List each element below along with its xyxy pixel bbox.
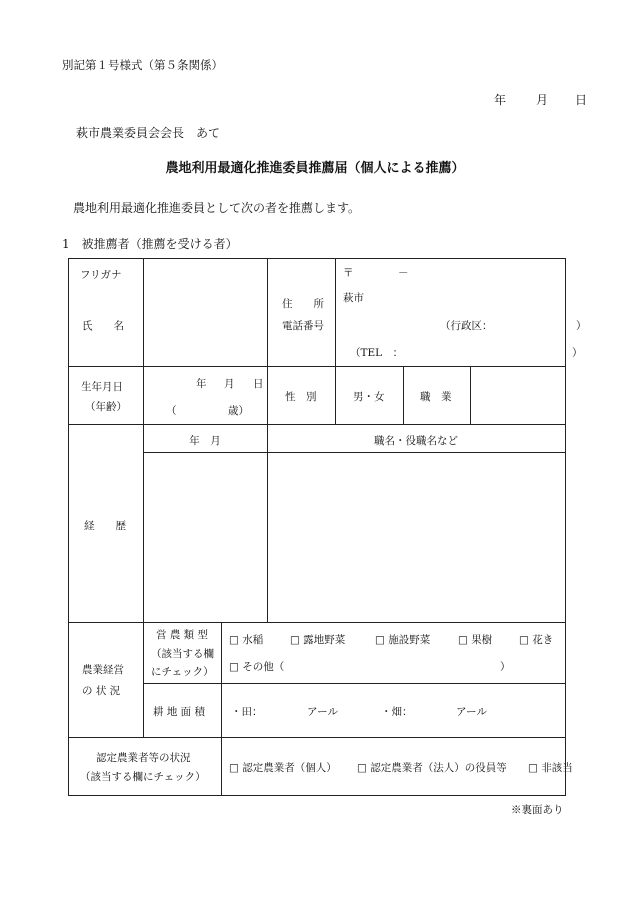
gender-value: 男・女	[353, 391, 385, 403]
date-day: 日	[575, 93, 588, 107]
checkbox-not-applicable[interactable]: □ 非該当	[528, 762, 573, 774]
checkbox-fruit-trees[interactable]: □ 果樹	[458, 634, 493, 646]
checkbox-open-field-vegetables[interactable]: □ 露地野菜	[290, 634, 346, 646]
certified-label-2: （該当する欄にチェック）	[80, 771, 206, 783]
name-label: 氏 名	[82, 320, 124, 332]
form-number: 別記第１号様式（第５条関係）	[62, 58, 223, 72]
area-paddy-label: ・田：	[231, 706, 263, 718]
farm-type-label-2: （該当する欄	[151, 648, 214, 660]
birth-day: 日	[253, 378, 264, 390]
checkbox-other[interactable]: □ その他（	[229, 661, 285, 673]
farming-label-2: の 状 況	[82, 685, 121, 697]
checkbox-certified-corporate[interactable]: □ 認定農業者（法人）の役員等	[357, 762, 507, 774]
farm-type-label-3: にチェック）	[151, 666, 214, 678]
addressee: 萩市農業委員会会長 あて	[76, 126, 221, 140]
area-paddy-unit: アール	[307, 706, 338, 718]
career-date-header: 年 月	[189, 435, 221, 447]
intro-text: 農地利用最適化推進委員として次の者を推薦します。	[73, 201, 361, 215]
ward-close: ）	[576, 320, 587, 332]
career-title-header: 職名・役職名など	[374, 435, 458, 447]
tel-label: （TEL ：	[350, 347, 404, 359]
date-month: 月	[536, 93, 549, 107]
checkbox-rice[interactable]: □ 水稲	[229, 634, 264, 646]
address-label: 住 所	[282, 298, 324, 310]
phone-label: 電話番号	[282, 320, 324, 332]
career-label: 経 歴	[84, 520, 126, 532]
area-field-label: ・畑：	[381, 706, 413, 718]
checkbox-flowers[interactable]: □ 花き	[519, 634, 554, 646]
gender-label: 性 別	[285, 391, 317, 403]
section-heading: 1 被推薦者（推薦を受ける者）	[62, 237, 238, 251]
farm-type-label-1: 営 農 類 型	[156, 629, 209, 641]
age-close: 歳）	[228, 405, 249, 417]
other-close: ）	[500, 661, 511, 673]
birth-year: 年	[196, 378, 207, 390]
ward-label: （行政区：	[440, 320, 493, 332]
furigana-label: フリガナ	[80, 269, 122, 281]
birth-label: 生年月日	[81, 381, 123, 393]
footer-note: ※裏面あり	[511, 804, 564, 816]
postal-mark: 〒	[343, 267, 354, 279]
farming-label-1: 農業経営	[82, 664, 124, 676]
document-title: 農地利用最適化推進委員推薦届（個人による推薦）	[165, 161, 465, 176]
age-label: （年齢）	[85, 401, 127, 413]
area-field-unit: アール	[456, 706, 487, 718]
city-text: 萩市	[343, 292, 364, 304]
postal-dash: －	[398, 267, 409, 279]
checkbox-certified-individual[interactable]: □ 認定農業者（個人）	[229, 762, 337, 774]
occupation-label: 職 業	[420, 391, 452, 403]
birth-month: 月	[224, 378, 235, 390]
checkbox-greenhouse-vegetables[interactable]: □ 施設野菜	[375, 634, 431, 646]
tel-close: ）	[572, 347, 583, 359]
date-year: 年	[494, 93, 507, 107]
area-label: 耕 地 面 積	[153, 706, 206, 718]
age-open: （	[166, 405, 177, 417]
certified-label-1: 認定農業者等の状況	[96, 752, 191, 764]
